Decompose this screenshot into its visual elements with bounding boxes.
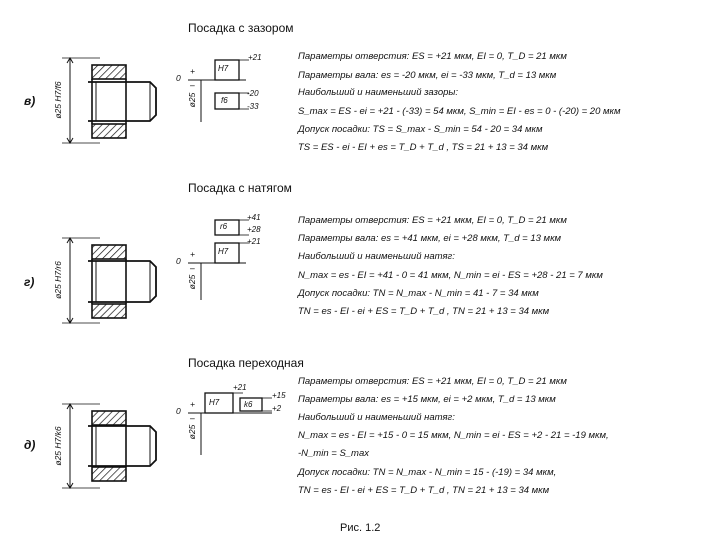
- calc-line: Наибольший и наименьший натяг:: [298, 251, 455, 262]
- axis-diameter-label: ø25: [187, 424, 197, 440]
- hole-field-label: H7: [218, 64, 229, 73]
- axis-diameter-label: ø25: [187, 274, 197, 290]
- axis-diameter-label: ø25: [187, 92, 197, 108]
- axis-plus-sign: +: [190, 249, 195, 259]
- calc-line: Допуск посадки: TN = N_max - N_min = 41 - 7 = 34 мкм: [298, 288, 539, 299]
- diameter-dimension: ø25 H7/f6: [53, 81, 63, 119]
- hole-upper-deviation: +21: [233, 383, 247, 392]
- calc-line: Наибольший и наименьший натяг:: [298, 412, 455, 423]
- assembly-drawing-transition: [62, 404, 156, 488]
- calc-line: -N_min = S_max: [298, 448, 370, 459]
- calc-line: Допуск посадки: TN = N_max - N_min = 15 - (-19) = 34 мкм,: [298, 467, 557, 478]
- hole-upper-deviation: +21: [247, 237, 261, 246]
- calc-line: TS = ES - ei - EI + es = T_D + T_d , TS = 21 + 13 = 34 мкм: [298, 142, 549, 153]
- diameter-dimension: ø25 H7/r6: [53, 261, 63, 299]
- tolerance-scheme-transition: [188, 393, 272, 455]
- shaft-field-label: r6: [220, 222, 228, 231]
- tolerance-scheme-interference: [188, 220, 249, 300]
- assembly-drawing-interference: [62, 238, 156, 323]
- figure-label-d: д): [24, 438, 36, 452]
- section-title-interference: Посадка с натягом: [188, 181, 292, 195]
- calc-line: TN = es - EI - ei + ES = T_D + T_d , TN = 21 + 13 = 34 мкм: [298, 306, 550, 317]
- axis-minus-sign: –: [190, 413, 195, 423]
- calc-line: Параметры отверстия: ES = +21 мкм, EI = 0, T_D = 21 мкм: [298, 215, 567, 226]
- figure-label-v: в): [24, 94, 36, 108]
- assembly-drawing-clearance: [62, 58, 156, 143]
- calc-line: Параметры вала: es = -20 мкм, ei = -33 мкм, T_d = 13 мкм: [298, 70, 557, 81]
- calc-line: TN = es - EI - ei + ES = T_D + T_d , TN = 21 + 13 = 34 мкм: [298, 485, 550, 496]
- calc-line: Параметры вала: es = +15 мкм, ei = +2 мкм, T_d = 13 мкм: [298, 394, 556, 405]
- axis-plus-sign: +: [190, 66, 195, 76]
- axis-plus-sign: +: [190, 399, 195, 409]
- section-title-transition: Посадка переходная: [188, 356, 304, 370]
- shaft-upper-deviation: +15: [272, 391, 286, 400]
- figure-caption: Рис. 1.2: [340, 522, 381, 534]
- shaft-upper-deviation: +41: [247, 213, 261, 222]
- calc-line: Параметры отверстия: ES = +21 мкм, EI = 0, T_D = 21 мкм: [298, 51, 567, 62]
- figure-label-g: г): [24, 275, 35, 289]
- axis-minus-sign: –: [190, 80, 195, 90]
- calc-line: Параметры отверстия: ES = +21 мкм, EI = 0, T_D = 21 мкм: [298, 376, 567, 387]
- axis-zero-label: 0: [176, 406, 181, 416]
- hole-field-label: H7: [218, 247, 229, 256]
- diameter-dimension: ø25 H7/k6: [53, 426, 63, 466]
- calc-line: N_max = es - EI = +15 - 0 = 15 мкм, N_min = ei - ES = +2 - 21 = -19 мкм,: [298, 430, 609, 441]
- calc-line: Допуск посадки: TS = S_max - S_min = 54 - 20 = 34 мкм: [298, 124, 543, 135]
- shaft-field-label: f6: [221, 96, 228, 105]
- shaft-field-label: k6: [244, 400, 253, 409]
- calc-line: Параметры вала: es = +41 мкм, ei = +28 мкм, T_d = 13 мкм: [298, 233, 562, 244]
- axis-zero-label: 0: [176, 256, 181, 266]
- shaft-upper-deviation: -20: [247, 89, 259, 98]
- hole-field-label: H7: [209, 398, 220, 407]
- shaft-lower-deviation: +28: [247, 225, 261, 234]
- axis-minus-sign: –: [190, 263, 195, 273]
- calc-line: Наибольший и наименьший зазоры:: [298, 87, 459, 98]
- shaft-lower-deviation: +2: [272, 404, 282, 413]
- section-title-clearance: Посадка с зазором: [188, 21, 294, 35]
- shaft-lower-deviation: -33: [247, 102, 259, 111]
- calc-line: S_max = ES - ei = +21 - (-33) = 54 мкм, S_min = EI - es = 0 - (-20) = 20 мкм: [298, 106, 621, 117]
- calc-line: N_max = es - EI = +41 - 0 = 41 мкм, N_min = ei - ES = +28 - 21 = 7 мкм: [298, 270, 603, 281]
- hole-upper-deviation: +21: [248, 53, 262, 62]
- axis-zero-label: 0: [176, 73, 181, 83]
